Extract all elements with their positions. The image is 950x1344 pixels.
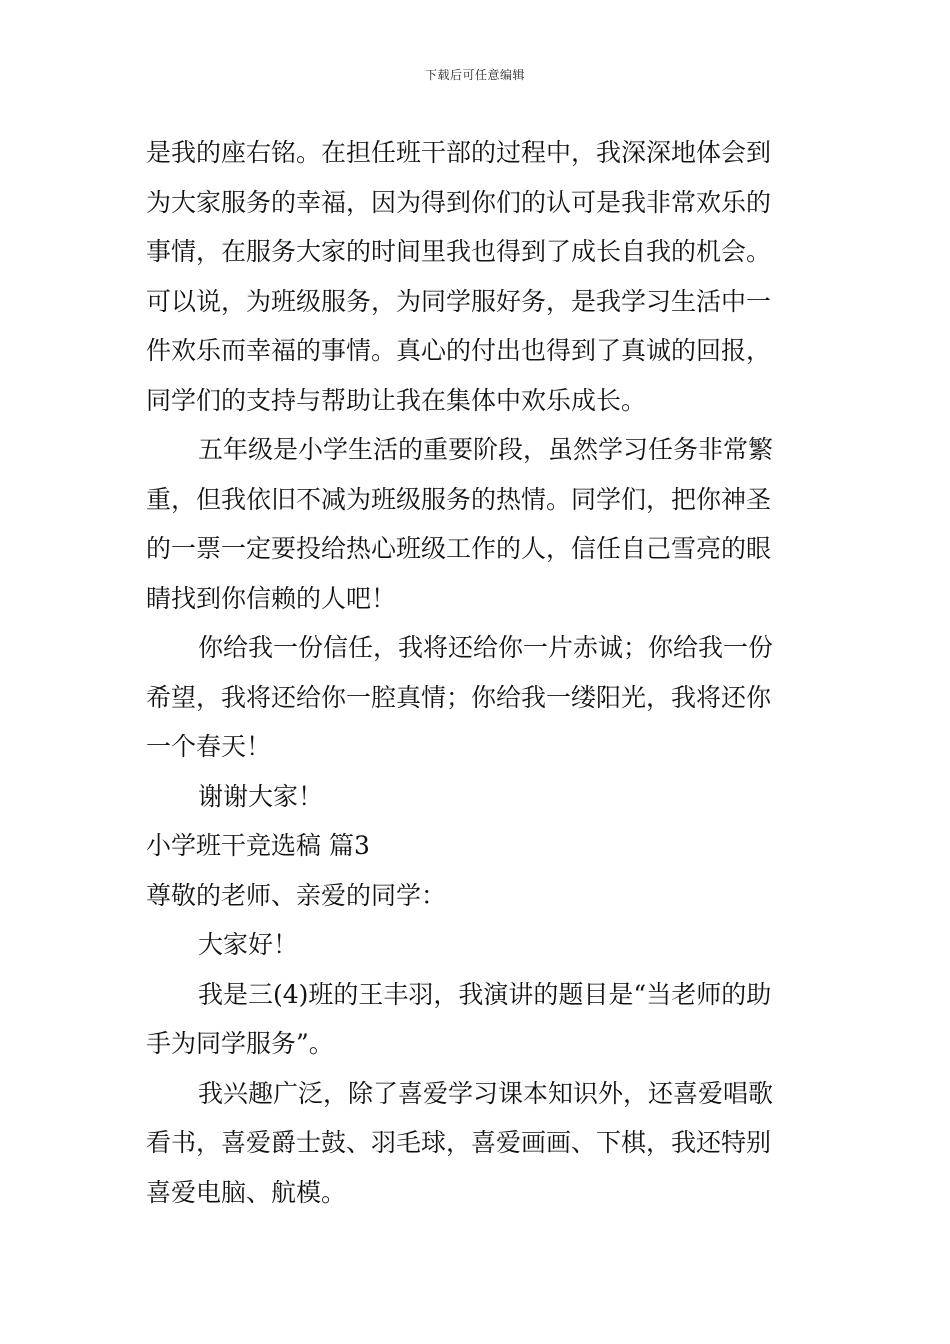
- text-line: 大家好！: [198, 930, 299, 959]
- paragraph-greeting: [146, 920, 810, 970]
- text-line: 睛找到你信赖的人吧！: [146, 583, 397, 613]
- paragraph-1: [146, 128, 810, 425]
- document-body: [146, 128, 810, 1217]
- paragraph-intro: [146, 970, 810, 1069]
- text-line: 我兴趣广泛，除了喜爱学习课本知识外，还喜爱唱歌: [198, 1078, 774, 1108]
- text-line: 为大家服务的幸福，因为得到你们的认可是我非常欢乐的: [146, 187, 772, 217]
- text-line: 件欢乐而幸福的事情。真心的付出也得到了真诚的回报，: [146, 336, 772, 365]
- text-line: 一个春天！: [146, 732, 272, 761]
- text-line: 喜爱电脑、航模。: [146, 1177, 347, 1207]
- text-line: 的一票一定要投给热心班级工作的人，信任自己雪亮的眼: [146, 534, 772, 563]
- text-line: 重，但我依旧不减为班级服务的热情。同学们，把你神圣: [146, 484, 772, 514]
- text-line: 事情，在服务大家的时间里我也得到了成长自我的机会。: [146, 237, 772, 266]
- text-line: 我是三(4)班的王丰羽，我演讲的题目是“当老师的助: [198, 979, 772, 1009]
- paragraph-interests: [146, 1069, 810, 1218]
- text-line: 手为同学服务”。: [146, 1029, 334, 1058]
- text-line: 看书，喜爱爵士鼓、羽毛球，喜爱画画、下棋，我还特别: [146, 1128, 772, 1157]
- text-line: 是我的座右铭。在担任班干部的过程中，我深深地体会到: [146, 138, 772, 167]
- salutation: [146, 871, 810, 921]
- paragraph-3: [146, 623, 810, 772]
- paragraph-2: [146, 425, 810, 623]
- text-line: 可以说，为班级服务，为同学服好务，是我学习生活中一: [146, 286, 772, 316]
- text-line: 小学班干竞选稿 篇3: [146, 831, 370, 860]
- text-line: 五年级是小学生活的重要阶段，虽然学习任务非常繁: [198, 435, 774, 464]
- header-note: 下载后可任意编辑: [424, 68, 525, 82]
- section-title: [146, 821, 810, 871]
- text-line: 希望，我将还给你一腔真情；你给我一缕阳光，我将还你: [146, 682, 772, 712]
- text-line: 谢谢大家！: [198, 781, 324, 811]
- text-line: 同学们的支持与帮助让我在集体中欢乐成长。: [146, 385, 647, 415]
- text-line: 尊敬的老师、亲爱的同学：: [146, 880, 447, 910]
- paragraph-4: [146, 772, 810, 822]
- text-line: 你给我一份信任，我将还给你一片赤诚；你给我一份: [198, 633, 774, 662]
